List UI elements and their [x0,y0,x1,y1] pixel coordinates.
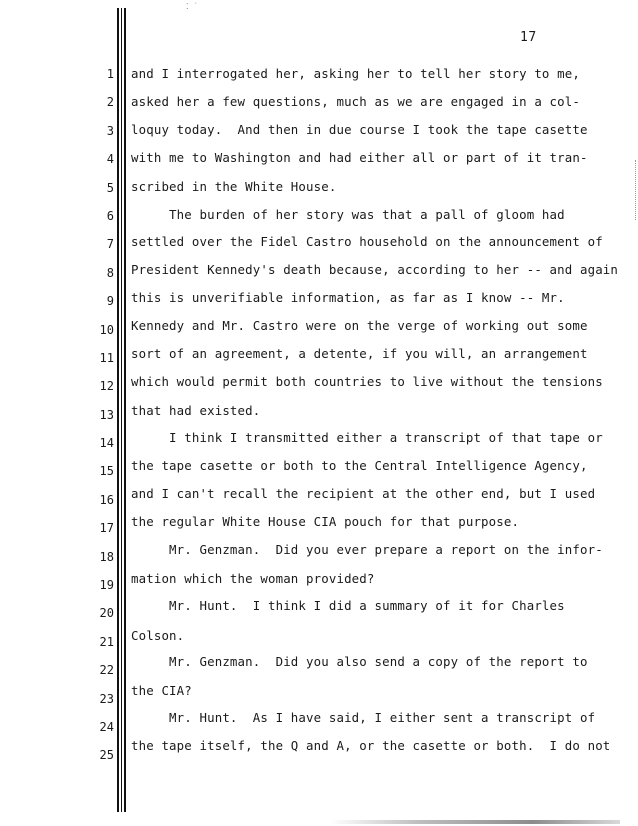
scan-bottom-smudge [330,820,620,824]
line-number: 14 [99,436,114,450]
page-number: 17 [520,30,537,45]
transcript-line: The burden of her story was that a pall of gloom had [131,207,565,222]
line-number: 20 [99,606,114,620]
transcript-line: the tape itself, the Q and A, or the casette or both. I do not [131,738,611,753]
transcript-line: I think I transmitted either a transcript of that tape or [131,430,603,445]
line-number: 1 [106,67,114,81]
line-number: 11 [99,351,114,365]
margin-rule-right [124,8,126,812]
transcript-line: and I interrogated her, asking her to tell her story to me, [131,66,580,81]
line-number: 5 [106,181,114,195]
margin-rule-left [117,8,119,812]
line-number: 3 [106,124,114,138]
transcript-line: this is unverifiable information, as far as I know -- Mr. [131,290,565,305]
transcript-line: the regular White House CIA pouch for that purpose. [131,514,520,529]
transcript-line: scribed in the White House. [131,179,337,194]
line-number: 13 [99,408,114,422]
margin-rule-middle [121,8,122,812]
transcript-line: President Kennedy's death because, according to her -- and again [131,262,619,277]
line-number: 15 [99,464,114,478]
line-number: 6 [106,209,114,223]
line-number: 17 [99,521,114,535]
line-number: 4 [106,152,114,166]
transcript-line: Colson. [131,628,185,643]
transcript-line: sort of an agreement, a detente, if you will, an arrangement [131,346,588,361]
transcript-line: that had existed. [131,403,261,418]
line-number: 18 [99,550,114,564]
transcript-line: the CIA? [131,683,192,698]
line-number: 23 [99,692,114,706]
line-number: 8 [106,266,114,280]
line-number: 9 [106,294,114,308]
transcript-line: Mr. Hunt. I think I did a summary of it for Charles [131,598,565,613]
transcript-line: settled over the Fidel Castro household on the announcement of [131,234,603,249]
scan-artifact: ⁚ ˙ [186,2,199,11]
line-number: 22 [99,663,114,677]
transcript-line: Kennedy and Mr. Castro were on the verge of working out some [131,318,588,333]
line-number: 19 [99,578,114,592]
transcript-line: Mr. Hunt. As I have said, I either sent a transcript of [131,710,596,725]
transcript-line: the tape casette or both to the Central Intelligence Agency, [131,458,588,473]
scan-edge-artifact [631,160,636,220]
transcript-line: asked her a few questions, much as we are engaged in a col- [131,94,580,109]
line-number: 21 [99,635,114,649]
line-number: 16 [99,493,114,507]
transcript-line: with me to Washington and had either all or part of it tran- [131,150,588,165]
transcript-line: mation which the woman provided? [131,571,375,586]
line-number: 10 [99,323,114,337]
transcript-line: Mr. Genzman. Did you ever prepare a report on the infor- [131,542,603,557]
transcript-line: loquy today. And then in due course I took the tape casette [131,122,588,137]
line-number: 2 [106,95,114,109]
line-number: 25 [99,748,114,762]
line-number: 24 [99,720,114,734]
line-number: 7 [106,237,114,251]
transcript-line: which would permit both countries to live without the tensions [131,374,603,389]
transcript-line: Mr. Genzman. Did you also send a copy of the report to [131,654,588,669]
transcript-line: and I can't recall the recipient at the other end, but I used [131,486,596,501]
line-number: 12 [99,379,114,393]
